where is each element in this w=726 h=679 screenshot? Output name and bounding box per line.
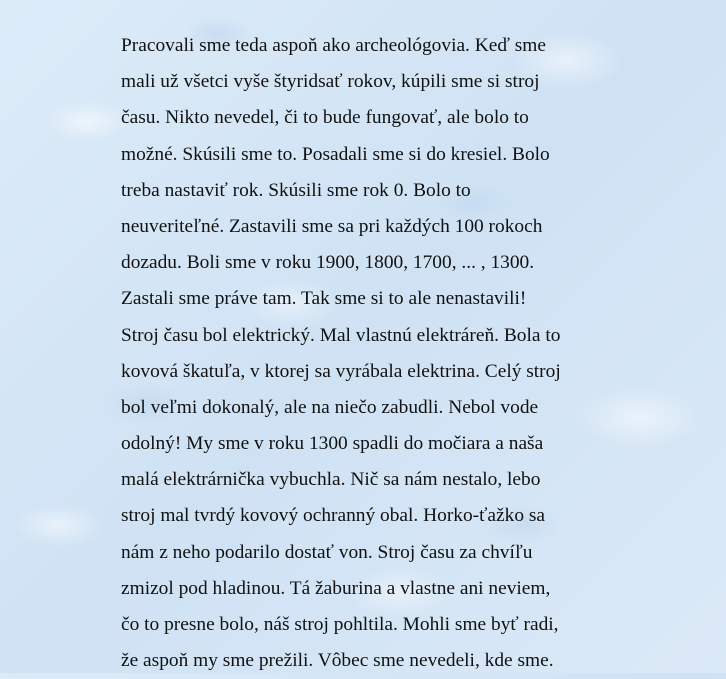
text-line: Pracovali sme teda aspoň ako archeológovia. Keď sme [121, 35, 546, 56]
text-line: času. Nikto nevedel, či to bude fungovať, ale bolo to [121, 107, 529, 129]
text-line: odolný! My sme v roku 1300 spadli do močiara a naša [121, 433, 544, 455]
text-line: dozadu. Boli sme v roku 1900, 1800, 1700, ... , 1300. [121, 252, 535, 274]
text-line: neuveriteľné. Zastavili sme sa pri každých 100 rokoch [121, 215, 543, 237]
text-line: že aspoň my sme prežili. Vôbec sme nevedeli, kde sme. [121, 650, 554, 672]
text-line: stroj mal tvrdý kovový ochranný obal. Horko-ťažko sa [121, 505, 546, 527]
text-line: treba nastaviť rok. Skúsili sme rok 0. Bolo to [121, 179, 471, 201]
text-line: kovová škatuľa, v ktorej sa vyrábala elektrina. Celý stroj [121, 360, 561, 382]
text-line: mali už všetci vyše štyridsať rokov, kúpili sme si stroj [121, 71, 540, 93]
text-line: čo to presne bolo, náš stroj pohltila. Mohli sme byť radi, [121, 614, 559, 635]
text-line: malá elektrárnička vybuchla. Nič sa nám nestalo, lebo [121, 469, 541, 491]
text-line: Stroj času bol elektrický. Mal vlastnú elektráreň. Bola to [121, 324, 561, 346]
text-line: možné. Skúsili sme to. Posadali sme si do kresiel. Bolo [121, 143, 550, 165]
story-text [121, 28, 621, 679]
text-line: zmizol pod hladinou. Tá žaburina a vlastne ani neviem, [121, 577, 551, 599]
text-line: bol veľmi dokonalý, ale na niečo zabudli. Nebol vode [121, 396, 539, 418]
text-line: nám z neho podarilo dostať von. Stroj času za chvíľu [121, 541, 533, 563]
text-line: Zastali sme práve tam. Tak sme si to ale nenastavili! [121, 288, 527, 310]
